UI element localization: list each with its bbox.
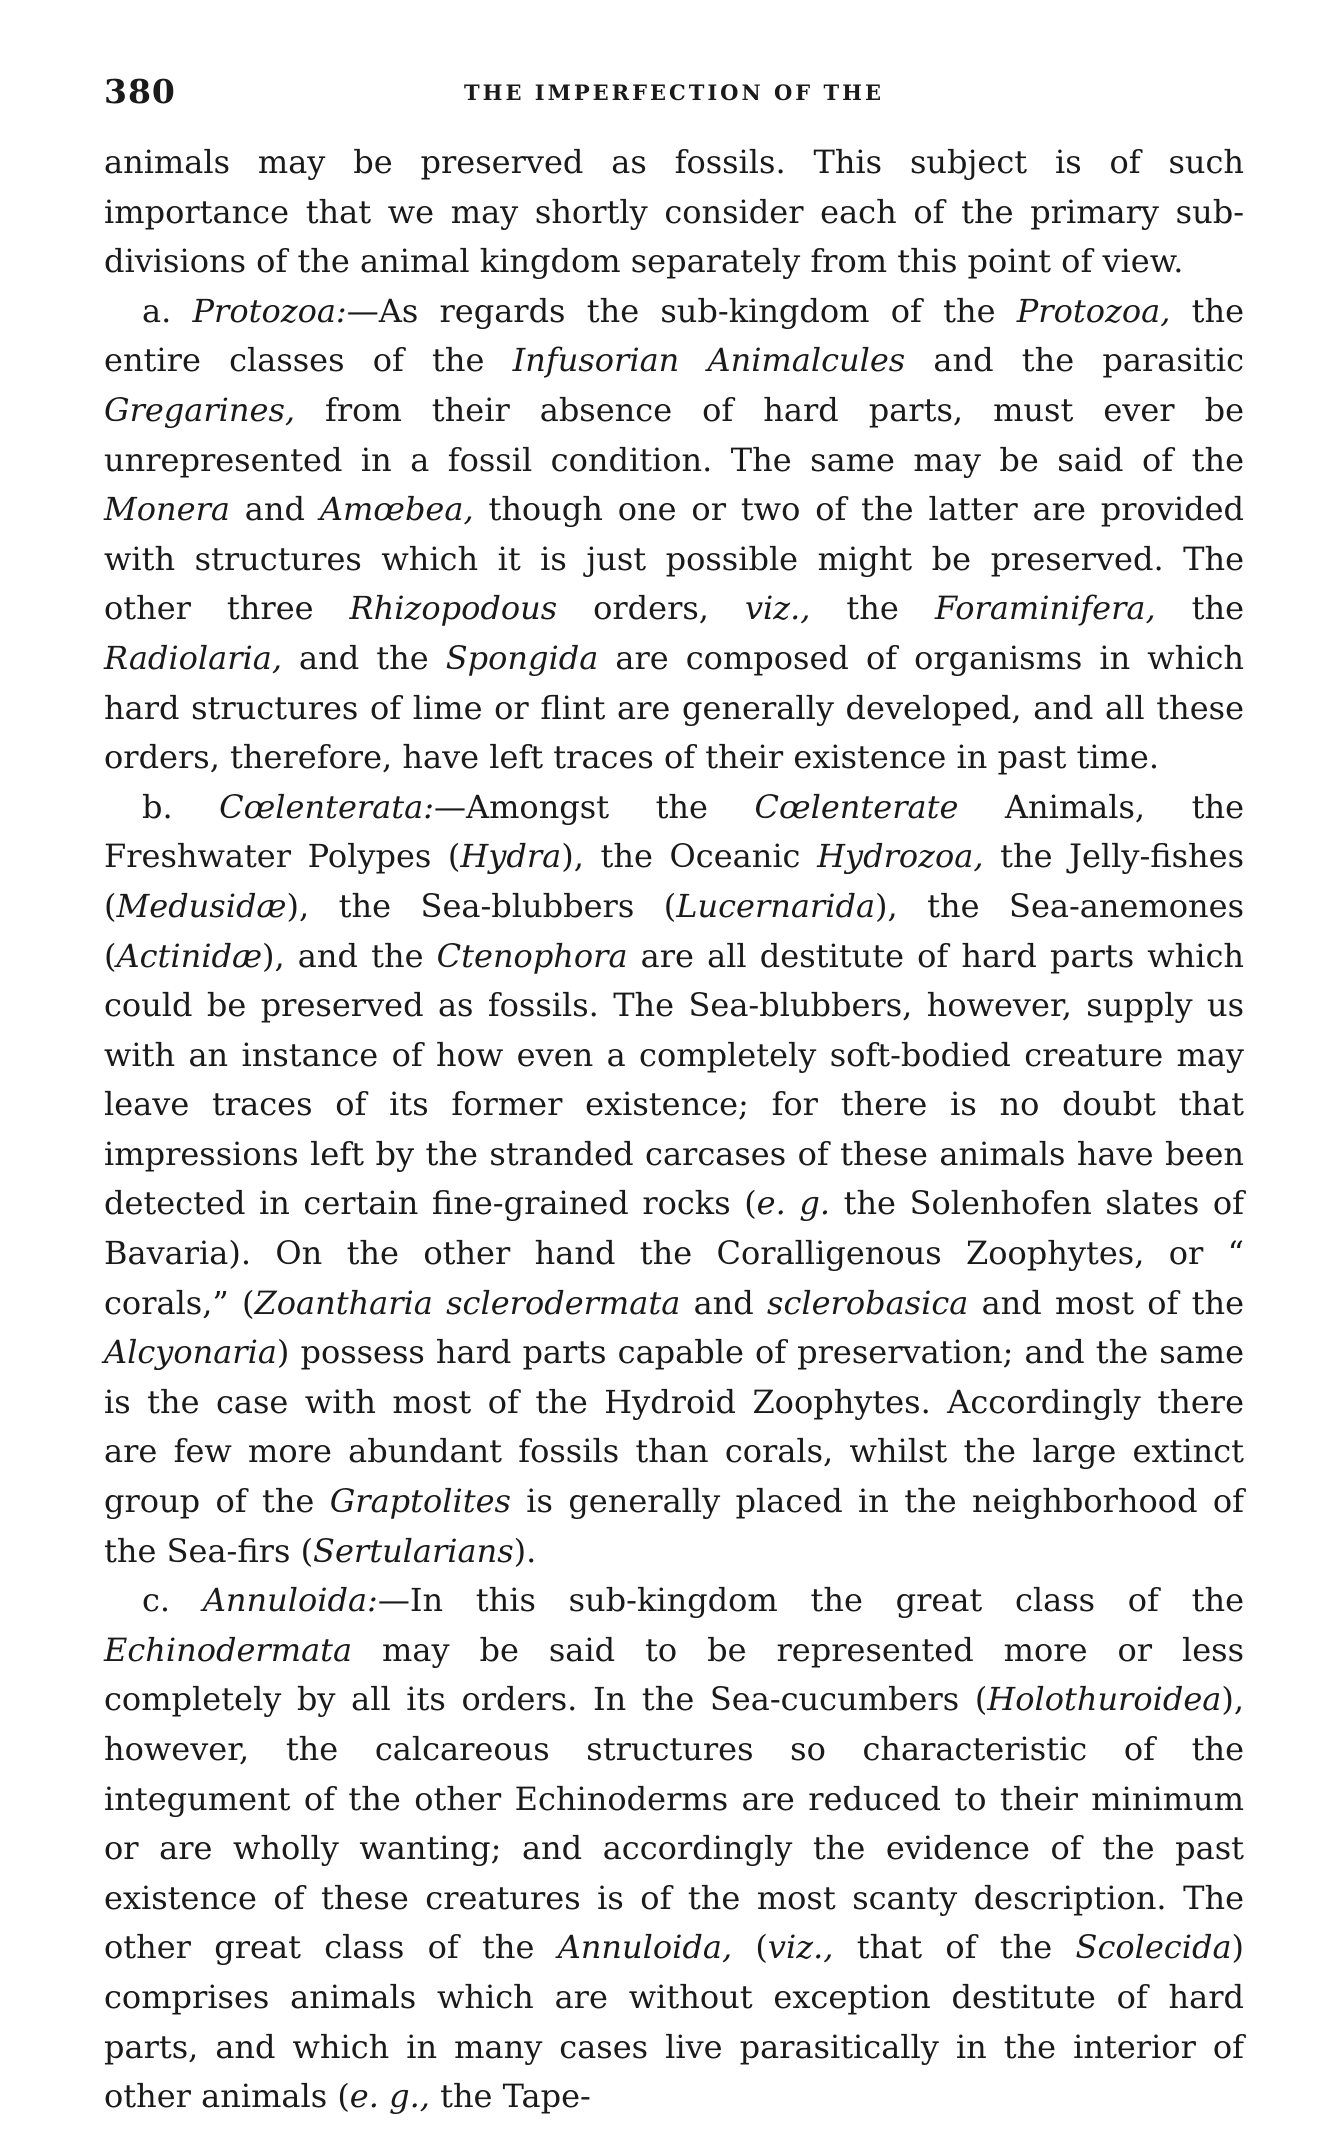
text-run: Animals, the Freshwater Polypes ( — [104, 787, 1245, 876]
italic-text-run: Gregarines, — [104, 390, 296, 429]
italic-text-run: Holothuroidea — [987, 1680, 1222, 1719]
running-title: THE IMPERFECTION OF THE — [464, 80, 884, 105]
book-page — [104, 72, 1244, 2122]
text-run: ). — [513, 1531, 537, 1570]
text-run: and most of the — [968, 1283, 1245, 1322]
text-run: c. — [142, 1581, 203, 1620]
italic-text-run: Foraminifera, — [934, 589, 1156, 628]
text-run: the Jelly-fishes ( — [104, 837, 1245, 925]
italic-text-run: Echinodermata — [104, 1630, 353, 1669]
text-run: orders, — [557, 589, 745, 628]
text-run: —Amongst the — [433, 787, 755, 826]
italic-text-run: Protozoa, — [1016, 291, 1171, 330]
text-run: ( — [732, 1928, 768, 1967]
text-run: ) comprises animals which are without exception destitute of hard parts, and which in many cases live parasitically in the interior of other animals ( — [104, 1928, 1244, 2116]
text-run: and the — [281, 638, 446, 677]
paragraph-annuloida — [104, 1576, 1244, 2122]
text-run: and — [680, 1283, 768, 1322]
italic-text-run: Infusorian Animalcules — [512, 341, 906, 380]
paragraph-continuation — [104, 138, 1244, 287]
italic-text-run: Spongida — [445, 638, 599, 677]
italic-text-run: Annuloida: — [202, 1581, 378, 1620]
text-run: —As regards the sub-kingdom of the — [346, 291, 1017, 330]
italic-text-run: Hydra — [460, 837, 562, 876]
italic-text-run: Zoantharia sclerodermata — [254, 1283, 681, 1322]
page-number: 380 — [104, 72, 176, 111]
italic-text-run: Amœbea, — [319, 490, 474, 529]
text-run: the — [810, 589, 935, 628]
italic-text-run: viz., — [744, 589, 811, 628]
text-run: ), and the — [262, 936, 437, 975]
italic-text-run: Scolecida — [1075, 1928, 1232, 1967]
italic-text-run: Radiolaria, — [104, 638, 282, 677]
text-run: ), the Sea-anemones ( — [104, 886, 1245, 975]
italic-text-run: e. g., — [349, 2077, 430, 2116]
text-run: though one or two of the latter are provided with structures which it is just possible might be preserved. The other three — [104, 490, 1245, 628]
text-run: —In this sub-kingdom the great class of the — [377, 1581, 1245, 1620]
italic-text-run: Hydrozoa, — [817, 837, 984, 876]
text-run: the — [1155, 589, 1245, 628]
text-run: ), however, the calcareous structures so characteristic of the integument of the other Echinoderms are reduced to their minimum or are wholly wanting; and accordingly the evidence of the past existence of these creatures is of the most scanty description. The other great class of the — [104, 1680, 1244, 1967]
italic-text-run: Annuloida, — [557, 1928, 733, 1967]
text-run: ), the Oceanic — [561, 837, 818, 876]
italic-text-run: Rhizopodous — [349, 589, 558, 628]
text-run: from their absence of hard parts, must ever be unrepresented in a fossil condition. The same may be said of the — [104, 390, 1244, 479]
text-run: animals may be preserved as fossils. This subject is of such importance that we may shortly consider each of the primary sub-divisions of the animal kingdom separately from this point of view. — [104, 143, 1244, 281]
text-run: the Tape- — [429, 2077, 591, 2116]
body-text — [104, 138, 1244, 2122]
italic-text-run: Graptolites — [329, 1482, 511, 1521]
text-run: that of the — [833, 1928, 1076, 1967]
italic-text-run: Cœlenterate — [754, 787, 959, 826]
text-run: a. — [142, 291, 193, 330]
italic-text-run: sclerobasica — [767, 1283, 969, 1322]
text-run: b. — [142, 787, 220, 826]
text-run: is generally placed in the neighborhood of the Sea-firs ( — [104, 1482, 1245, 1570]
italic-text-run: Medusidæ — [116, 886, 287, 925]
text-run: and — [229, 490, 320, 529]
italic-text-run: Monera — [104, 490, 230, 529]
text-run: may be said to be represented more or less completely by all its orders. In the Sea-cucumbers ( — [104, 1630, 1244, 1719]
text-run: are composed of organisms in which hard structures of lime or flint are generally developed, and all these orders, therefore, have left traces of their existence in past time. — [104, 638, 1244, 777]
running-head — [104, 72, 1244, 128]
text-run: ) possess hard parts capable of preservation; and the same is the case with most of the Hydroid Zoophytes. Accordingly there are few more abundant fossils than corals, whilst the large extinct group of the — [104, 1333, 1244, 1521]
italic-text-run: viz., — [767, 1928, 834, 1967]
italic-text-run: Protozoa: — [192, 291, 347, 330]
text-run: the entire classes of the — [104, 291, 1245, 380]
italic-text-run: Ctenophora — [436, 936, 628, 975]
text-run: the Solenhofen slates of Bavaria). On the other hand the Coralligenous Zoophytes, or “ corals,” ( — [104, 1184, 1245, 1322]
italic-text-run: Sertularians — [313, 1531, 514, 1570]
text-run: ), the Sea-blubbers ( — [286, 886, 677, 925]
italic-text-run: Lucernarida — [676, 886, 876, 925]
paragraph-protozoa — [104, 287, 1244, 783]
italic-text-run: e. g. — [756, 1184, 831, 1223]
italic-text-run: Cœlenterata: — [219, 787, 434, 826]
text-run: and the parasitic — [905, 341, 1245, 380]
paragraph-coelenterata — [104, 783, 1244, 1577]
text-run: are all destitute of hard parts which could be preserved as fossils. The Sea-blubbers, however, supply us with an instance of how even a completely soft-bodied creature may leave traces of its former existence; for there is no doubt that impressions left by the stranded carcases of these animals have been detected in certain fine-grained rocks ( — [104, 936, 1245, 1223]
italic-text-run: Actinidæ — [116, 936, 263, 975]
italic-text-run: Alcyonaria — [104, 1333, 277, 1372]
